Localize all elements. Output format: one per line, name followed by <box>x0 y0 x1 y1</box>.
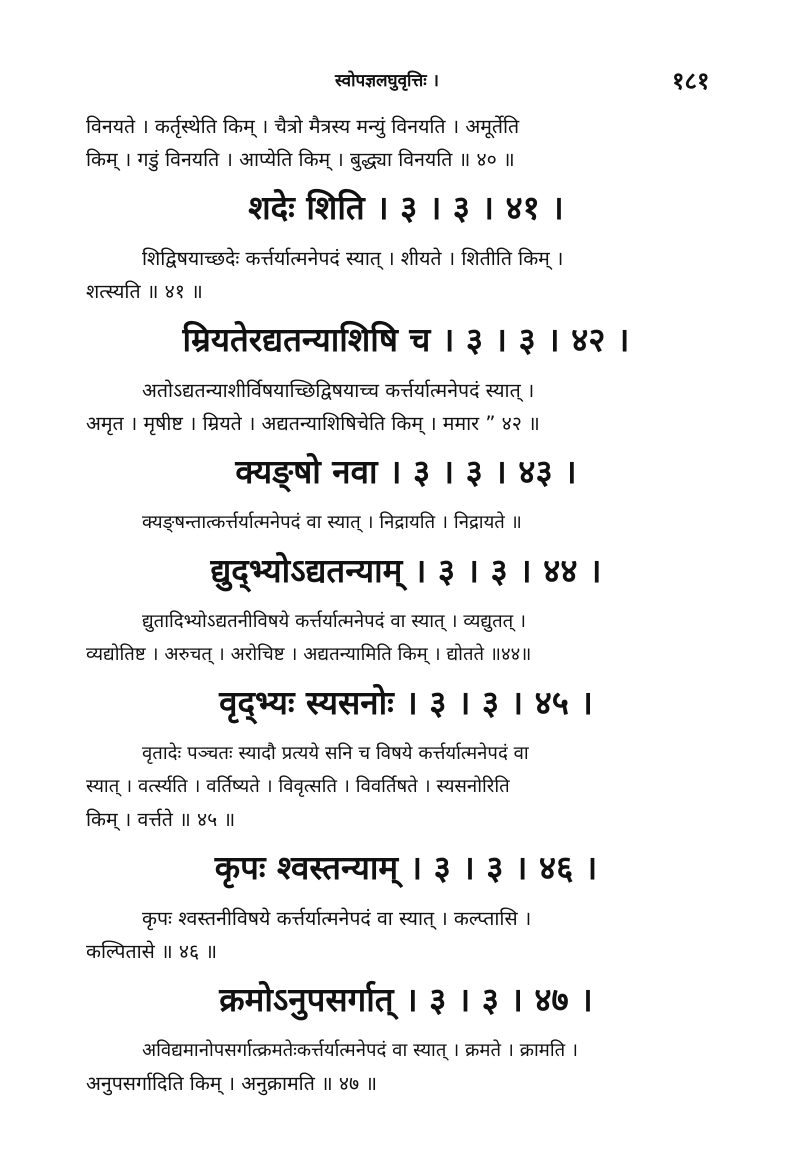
text-line: स्यात् । वर्त्स्यति । वर्तिष्यते । विवृत्सति । विवर्तिषते । स्यसनोरिति <box>86 776 510 797</box>
text-line: अमृत । मृषीष्ट । म्रियते । अद्यतन्याशिषिचेति किम् । ममार ” ४२ ॥ <box>86 412 540 435</box>
sutra-heading: क्रमोऽनुपसर्गात् । ३ । ३ । ४७ । <box>219 980 593 1019</box>
text-line: शत्स्यति ॥ ४१ ॥ <box>86 280 203 303</box>
running-header <box>0 68 800 98</box>
text-line: किम् । गडुं विनयति । आप्येति किम् । बुद्ध्या विनयति ॥ ४० ॥ <box>86 148 515 171</box>
sutra-heading: कृपः श्वस्तन्याम् । ३ । ३ । ४६ । <box>214 848 598 887</box>
text-line: विनयते । कर्तृस्थेति किम् । चैत्रो मैत्रस्य मन्युं विनयति । अमूर्तेति <box>86 115 520 138</box>
text-line: कृपः श्वस्तनीविषये कर्त्तर्यात्मनेपदं वा स्यात् । कल्प्तासि । <box>142 907 532 930</box>
sutra-heading: शदेः शिति । ३ । ३ । ४१ । <box>248 188 564 227</box>
text-line: कल्पितासे ॥ ४६ ॥ <box>86 940 218 963</box>
running-title: स्वोपज्ञलघुवृत्तिः । <box>335 71 439 91</box>
page-number: १८१ <box>672 67 710 95</box>
text-line: किम् । वर्त्तते ॥ ४५ ॥ <box>86 808 236 831</box>
sutra-heading: क्यङ्षो नवा । ३ । ३ । ४३ । <box>235 452 577 491</box>
sutra-heading: द्युद्भ्योऽद्यतन्याम् । ३ । ३ । ४४ । <box>210 551 602 590</box>
text-line: वृतादेः पञ्चतः स्यादौ प्रत्यये सनि च विषये कर्त्तर्यात्मनेपदं वा <box>142 743 529 764</box>
sutra-heading: म्रियतेरद्यतन्याशिषि च । ३ । ३ । ४२ । <box>182 320 630 359</box>
text-line: द्युतादिभ्योऽद्यतनीविषये कर्त्तर्यात्मनेपदं वा स्यात् । व्यद्युतत् । <box>142 611 527 632</box>
text-line: अतोऽद्यतन्याशीर्विषयाच्छिद्विषयाच्च कर्त्तर्यात्मनेपदं स्यात् । <box>142 379 535 402</box>
text-line: व्यद्योतिष्ट । अरुचत् । अरोचिष्ट । अद्यतन्यामिति किम् । द्योतते ॥४४॥ <box>86 644 532 665</box>
text-line: क्यङ्षन्तात्कर्त्तर्यात्मनेपदं वा स्यात् । निद्रायति । निद्रायते ॥ <box>142 512 522 533</box>
text-line: अनुपसर्गादिति किम् । अनुक्रामति ॥ ४७ ॥ <box>86 1072 378 1095</box>
page-body <box>86 110 726 1100</box>
text-line: अविद्यमानोपसर्गात्क्रमतेःकर्त्तर्यात्मनेपदं वा स्यात् । क्रमते । क्रामति । <box>142 1040 579 1061</box>
sutra-heading: वृद्भ्यः स्यसनोः । ३ । ३ । ४५ । <box>219 683 593 722</box>
text-line: शिद्विषयाच्छदेः कर्त्तर्यात्मनेपदं स्यात् । शीयते । शितीति किम् । <box>142 247 564 270</box>
